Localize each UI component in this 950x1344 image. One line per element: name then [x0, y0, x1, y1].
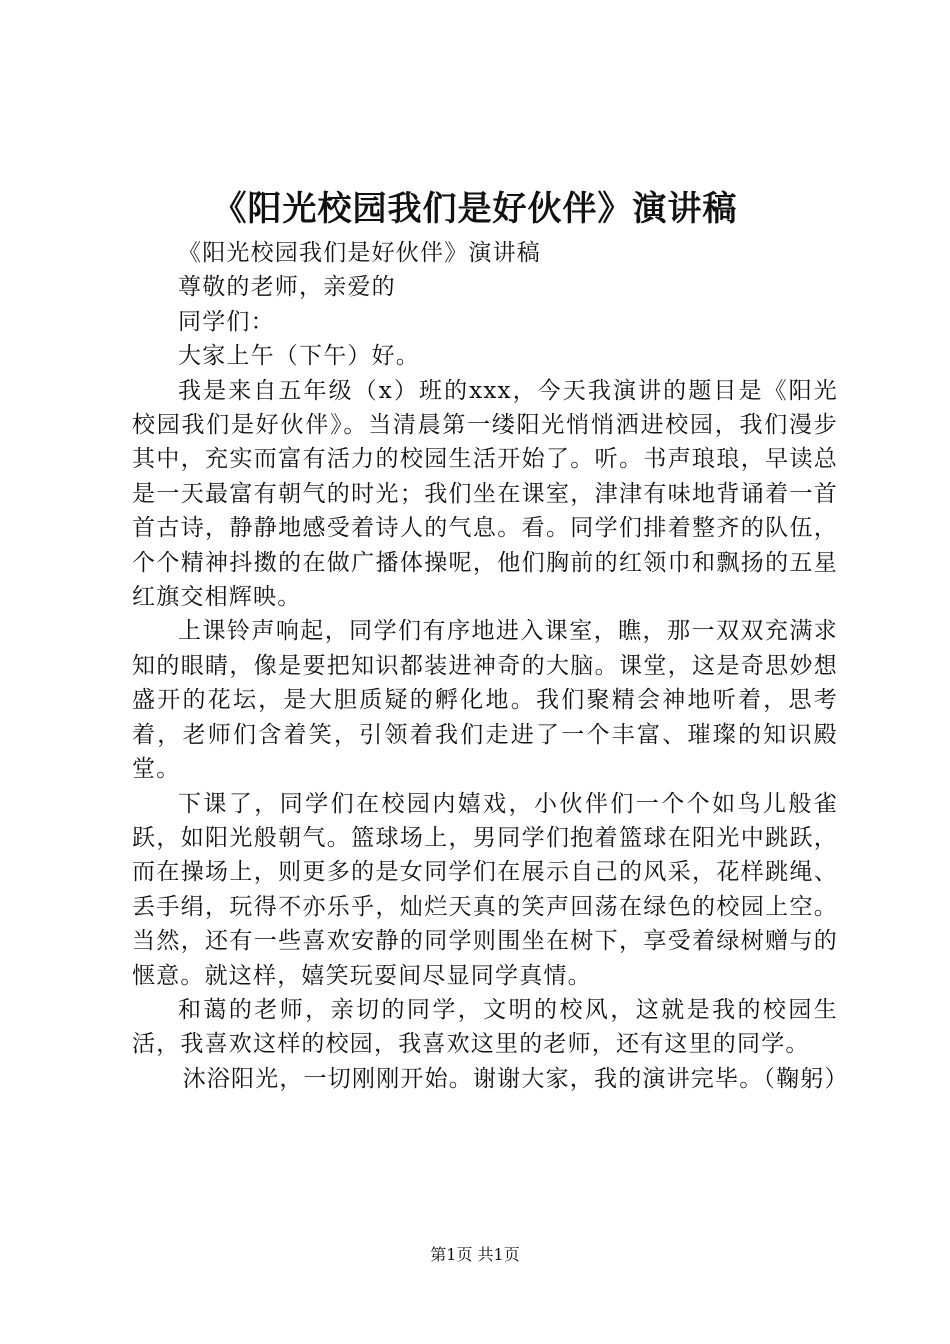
- paragraph-salutation: 尊敬的老师，亲爱的: [178, 274, 396, 301]
- paragraph-recess: 下课了，同学们在校园内嬉戏，小伙伴们一个个如鸟儿般雀跃，如阳光般朝气。篮球场上，男同学们抱着篮球在阳光中跳跃，而在操场上，则更多的是女同学们在展示自己的风采，花样跳绳、丢手绢，玩得不亦乐乎，灿烂天真的笑声回荡在绿色的校园上空。当然，还有一些喜欢安静的同学则围坐在树下，享受着绿树赠与的惬意。就这样，嬉笑玩耍间尽显同学真情。: [132, 790, 838, 989]
- paragraph-subtitle: 《阳光校园我们是好伙伴》演讲稿: [178, 240, 541, 266]
- page-footer: 第1页 共1页: [430, 1245, 520, 1264]
- paragraph-salutation-continued: 同学们：: [178, 308, 275, 335]
- paragraph-closing: 沐浴阳光，一切刚刚开始。谢谢大家，我的演讲完毕。（鞠躬）: [182, 1065, 849, 1092]
- paragraph-classroom: 上课铃声响起，同学们有序地进入课室，瞧，那一双双充满求知的眼睛，像是要把知识都装进神奇的大脑。课堂，这是奇思妙想盛开的花坛，是大胆质疑的孵化地。我们聚精会神地听着，思考着，老师们含着笑，引领着我们走进了一个丰富、璀璨的知识殿堂。: [132, 618, 838, 783]
- document-body: [132, 236, 849, 1096]
- paragraph-introduction: 我是来自五年级（x）班的xxx，今天我演讲的题目是《阳光校园我们是好伙伴》。当清晨第一缕阳光悄悄洒进校园，我们漫步其中，充实而富有活力的校园生活开始了。听。书声琅琅，早读总是一天最富有朝气的时光；我们坐在课室，津津有味地背诵着一首首古诗，静静地感受着诗人的气息。看。同学们排着整齐的队伍，个个精神抖擞的在做广播体操呢，他们胸前的红领巾和飘扬的五星红旗交相辉映。: [132, 377, 838, 611]
- document-title: 《阳光校园我们是好伙伴》演讲稿: [212, 189, 738, 229]
- paragraph-school-life: 和蔼的老师，亲切的同学，文明的校风，这就是我的校园生活，我喜欢这样的校园，我喜欢这里的老师，还有这里的同学。: [132, 996, 838, 1058]
- paragraph-greeting: 大家上午（下午）好。: [178, 343, 420, 370]
